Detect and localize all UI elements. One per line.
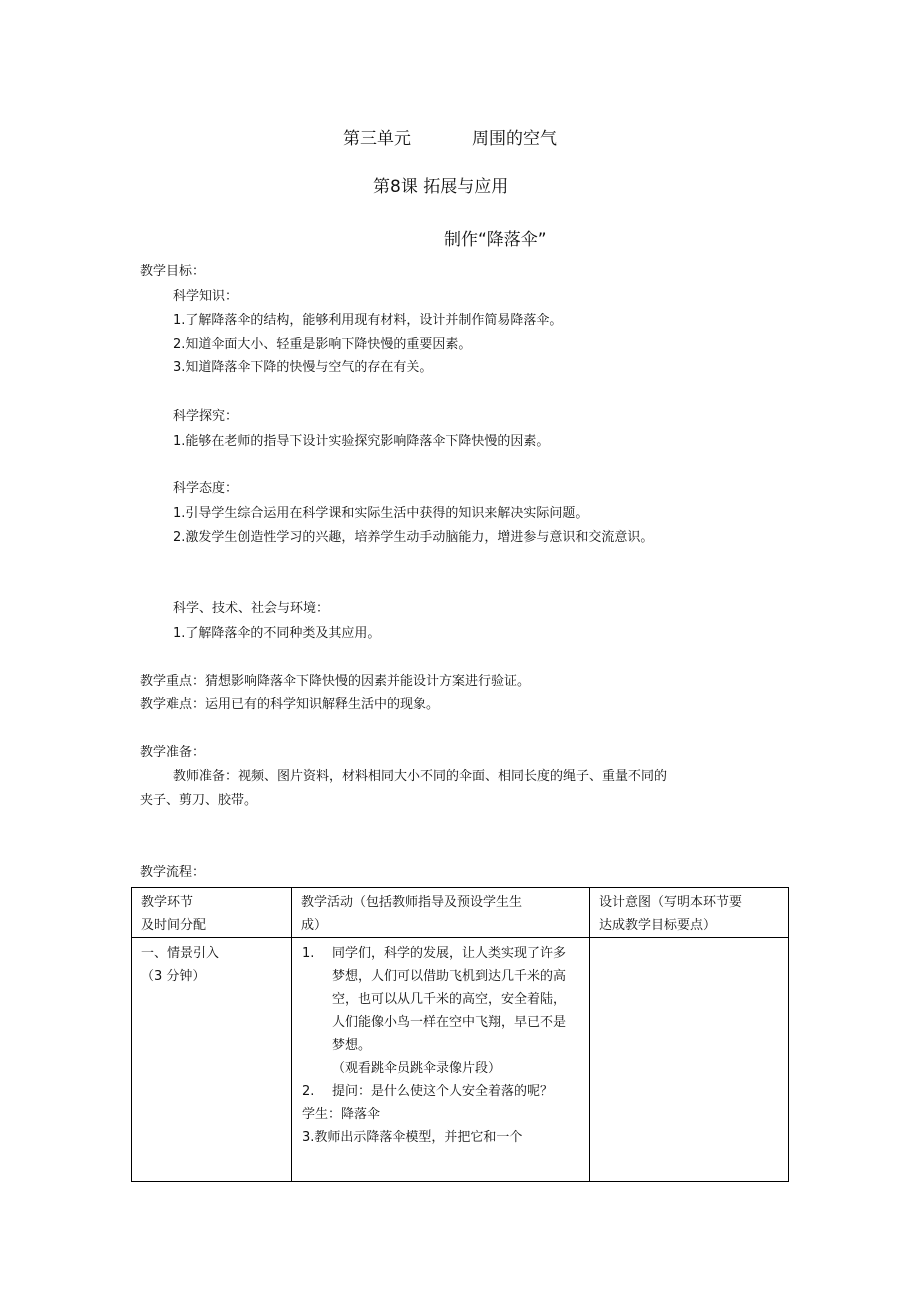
table-row: [132, 938, 789, 1182]
key-point: 教学重点：猜想影响降落伞下降快慢的因素并能设计方案进行验证。: [140, 674, 531, 689]
unit-title: 第三单元: [343, 129, 411, 149]
header-activity: [292, 888, 590, 938]
activity-cell: [292, 938, 590, 1182]
activity-item: [302, 942, 589, 1057]
header-stage: [132, 888, 292, 938]
teaching-flow-table: [131, 887, 789, 1182]
activity-item: [302, 1080, 589, 1103]
sts-heading: 科学、技术、社会与环境：: [173, 601, 330, 616]
unit-topic: 周围的空气: [472, 129, 557, 149]
lesson-subtitle: 制作“降落伞”: [444, 230, 547, 250]
flow-heading: 教学流程：: [140, 865, 206, 880]
table-header-row: [132, 888, 789, 938]
activity-item-text: 提问：是什么使这个人安全着落的呢？: [332, 1084, 554, 1099]
inquiry-heading: 科学探究：: [173, 409, 239, 424]
lesson-title: 第8课 拓展与应用: [373, 177, 509, 197]
knowledge-item: 1.了解降落伞的结构，能够利用现有材料，设计并制作简易降落伞。: [173, 313, 563, 328]
stage-name: 一、情景引入: [141, 946, 220, 961]
activity-note: （观看跳伞员跳伞录像片段）: [332, 1061, 502, 1076]
activity-item-number: 1.: [302, 946, 315, 961]
preparation-line: 教师准备：视频、图片资料，材料相同大小不同的伞面、相同长度的绳子、重量不同的: [173, 769, 668, 784]
knowledge-item: 2.知道伞面大小、轻重是影响下降快慢的重要因素。: [173, 337, 472, 352]
attitude-item: 1.引导学生综合运用在科学课和实际生活中获得的知识来解决实际问题。: [173, 506, 589, 521]
difficulty: 教学难点：运用已有的科学知识解释生活中的现象。: [140, 697, 440, 712]
attitude-item: 2.激发学生创造性学习的兴趣，培养学生动手动脑能力，增进参与意识和交流意识。: [173, 530, 654, 545]
intent-cell: [590, 938, 789, 1182]
objectives-heading: 教学目标：: [140, 264, 206, 279]
activity-item: 3.教师出示降落伞模型，并把它和一个: [302, 1130, 523, 1145]
inquiry-item: 1.能够在老师的指导下设计实验探究影响降落伞下降快慢的因素。: [173, 434, 550, 449]
header-intent-line: 设计意图（写明本环节要: [599, 895, 743, 910]
preparation-line: 夹子、剪刀、胶带。: [140, 793, 258, 808]
activity-item-number: 2.: [302, 1084, 315, 1099]
header-intent: [590, 888, 789, 938]
student-response: 学生：降落伞: [302, 1107, 381, 1122]
preparation-heading: 教学准备：: [140, 745, 206, 760]
header-activity-line: 成）: [301, 918, 328, 933]
sts-item: 1.了解降落伞的不同种类及其应用。: [173, 626, 381, 641]
header-stage-line: 教学环节: [141, 895, 194, 910]
stage-cell: [132, 938, 292, 1182]
knowledge-heading: 科学知识：: [173, 289, 239, 304]
attitude-heading: 科学态度：: [173, 481, 239, 496]
header-stage-line: 及时间分配: [141, 918, 207, 933]
knowledge-item: 3.知道降落伞下降的快慢与空气的存在有关。: [173, 360, 433, 375]
header-intent-line: 达成教学目标要点）: [599, 918, 717, 933]
stage-time: （3 分钟）: [141, 969, 206, 984]
header-activity-line: 教学活动（包括教师指导及预设学生生: [301, 895, 523, 910]
activity-item-text: 同学们，科学的发展，让人类实现了许多梦想，人们可以借助飞机到达几千米的高空，也可以从几千米的高空，安全着陆，人们能像小鸟一样在空中飞翔，早已不是梦想。: [332, 946, 567, 1053]
